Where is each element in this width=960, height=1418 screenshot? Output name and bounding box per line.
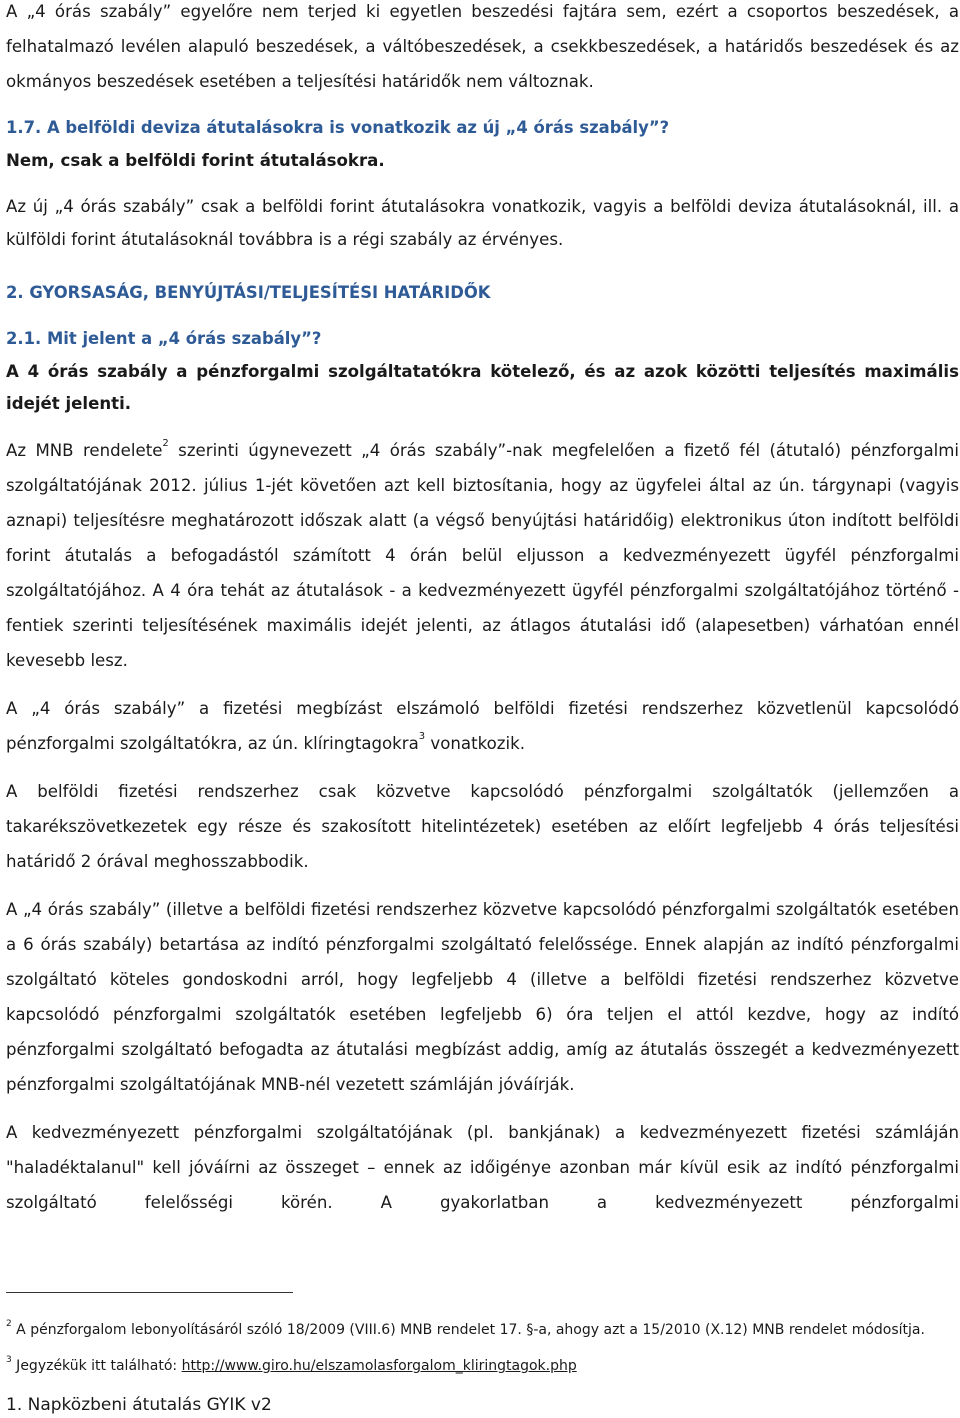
footnote-3-text: Jegyzékük itt található:: [11, 1358, 182, 1374]
footnote-3-link[interactable]: http://www.giro.hu/elszamolasforgalom_kliringtagok.php: [181, 1358, 577, 1374]
paragraph-intro: A „4 órás szabály” egyelőre nem terjed ki egyetlen beszedési fajtára sem, ezért a csoportos beszedések, a felhatalmazó levélen alapuló beszedések, a váltóbeszedések, a csekkbeszedések, a határidős beszedések és az okmányos beszedések esetében a teljesítési határidők nem változnak.: [6, 2, 959, 91]
question-heading-1-7: 1.7. A belföldi deviza átutalásokra is vonatkozik az új „4 órás szabály”?: [6, 118, 670, 137]
answer-2-1: A 4 órás szabály a pénzforgalmi szolgáltatatókra kötelező, és az azok közötti teljesítés maximális idejét jelenti.: [6, 362, 959, 413]
footnote-2-number: 2: [6, 1319, 12, 1330]
question-heading-2-1: 2.1. Mit jelent a „4 órás szabály”?: [6, 329, 322, 348]
footnote-2: [6, 1320, 959, 1340]
section-heading-2: 2. GYORSASÁG, BENYÚJTÁSI/TELJESÍTÉSI HATÁRIDŐK: [6, 283, 491, 302]
paragraph-beneficiary: A kedvezményezett pénzforgalmi szolgáltatójának (pl. bankjának) a kedvezményezett fizetési számláján "haladéktalanul" kell jóváírni az összeget – ennek az időigénye azonban már kívül esik az indító pénzforgalmi szolgáltató felelősségi körén. A gyakorlatban a kedvezményezett pénzforgalmi: [6, 1123, 959, 1212]
paragraph-mnb-rule-rest: szerinti úgynevezett „4 órás szabály”-nak megfelelően a fizető fél (átutaló) pénzforgalmi szolgáltatójának 2012. július 1-jét követően azt kell biztosítania, hogy az ügyfelei által az ún. tárgynapi (vagyis aznapi) teljesítésre meghatározott időszak alatt (a végső benyújtási határidőig) elektronikus úton indított belföldi forint átutalás a befogadástól számított 4 órán belül eljusson a kedvezményezett ügyfél pénzforgalmi szolgáltatójához. A 4 óra tehát az átutalások - a kedvezményezett ügyfél pénzforgalmi szolgáltatójához történő - fentiek szerinti teljesítésének maximális idejét jelenti, az átlagos átutalási idő (alapesetben) várhatóan ennél kevesebb lesz.: [6, 441, 960, 670]
footnote-ref-2[interactable]: 2: [162, 438, 169, 450]
paragraph-clearing-start: A „4 órás szabály” a fizetési megbízást elszámoló belföldi fizetési rendszerhez közvetlenül kapcsolódó pénzforgalmi szolgáltatókra, az ún. klíringtagokra: [6, 699, 959, 753]
document-page: [6, 0, 959, 1220]
footnote-ref-3[interactable]: 3: [418, 731, 426, 743]
paragraph-mnb-rule: [6, 433, 959, 678]
footnote-divider: [6, 1292, 293, 1293]
paragraph-clearing-members: [6, 691, 959, 761]
paragraph-responsibility: A „4 órás szabály” (illetve a belföldi fizetési rendszerhez közvetve kapcsolódó pénzforgalmi szolgáltatók esetében a 6 órás szabály) betartása az indító pénzforgalmi szolgáltató felelőssége. Ennek alapján az indító pénzforgalmi szolgáltató köteles gondoskodni arról, hogy legfeljebb 4 (illetve a belföldi fizetési rendszerhez közvetve kapcsolódó pénzforgalmi szolgáltatók esetében legfeljebb 6) óra teljen el attól kezdve, hogy az indító pénzforgalmi szolgáltató befogadta az átutalási megbízást addig, amíg az átutalás összegét a kedvezményezett pénzforgalmi szolgáltatójának MNB-nél vezetett számláján jóváírják.: [6, 900, 959, 1094]
paragraph-indirect-providers: A belföldi fizetési rendszerhez csak közvetve kapcsolódó pénzforgalmi szolgáltatók (jellemzően a takarékszövetkezetek egy része és szakosított hitelintézetek) esetében az előírt legfeljebb 4 órás teljesítési határidő 2 órával meghosszabbodik.: [6, 782, 959, 871]
paragraph-clearing-rest: vonatkozik.: [425, 734, 525, 753]
paragraph-1-7-detail: Az új „4 órás szabály” csak a belföldi forint átutalásokra vonatkozik, vagyis a belföldi deviza átutalásoknál, ill. a külföldi forint átutalásoknál továbbra is a régi szabály az érvényes.: [6, 197, 959, 249]
footnote-3-number: 3: [6, 1355, 12, 1366]
footer-document-label: 1. Napközbeni átutalás GYIK v2: [6, 1395, 272, 1415]
footnote-2-text: A pénzforgalom lebonyolításáról szóló 18/2009 (VIII.6) MNB rendelet 17. §-a, ahogy azt a 15/2010 (X.12) MNB rendelet módosítja.: [11, 1322, 925, 1338]
answer-1-7: Nem, csak a belföldi forint átutalásokra.: [6, 151, 385, 170]
paragraph-mnb-rule-start: Az MNB rendelete: [6, 441, 163, 460]
footnote-3: [6, 1356, 959, 1376]
